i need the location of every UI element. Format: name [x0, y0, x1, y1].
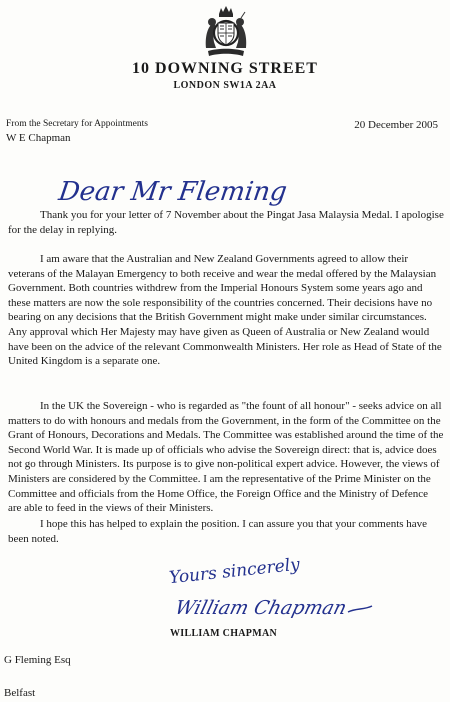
signature	[172, 590, 388, 626]
recipient-city: Belfast	[4, 687, 36, 699]
svg-text:Yours sincerely: Yours sincerely	[168, 554, 301, 589]
recipient-name: G Fleming Esq	[4, 654, 71, 666]
letter-date: 20 December 2005	[354, 119, 438, 131]
body-paragraph-4: I hope this has helped to explain the position. I can assure you that your comments have been noted.	[8, 518, 428, 545]
body-paragraph-1: Thank you for your letter of 7 November about the Pingat Jasa Malaysia Medal. I apologise for the delay in replying.	[8, 209, 444, 236]
address-line-2: LONDON SW1A 2AA	[173, 80, 277, 91]
address-line-1: 10 DOWNING STREET	[132, 60, 318, 77]
body-paragraph-2: I am aware that the Australian and New Zealand Governments agreed to allow their veterans of the Malayan Emergency to both receive and wear the medal offered by the Malaysian Government. Both countries withdrew from the Imperial Honours System some years ago and these matters are now the sole responsibility of the countries concerned. Their decisions have no bearing on any decisions that the British Government might make under similar circumstances. Any approval which Her Majesty may have given as Queen of Australia or New Zealand would have been on the advice of the relevant Commonwealth Ministers. Her role as Head of State of the United Kingdom is a separate one.	[8, 253, 442, 368]
svg-text:William Chapman: William Chapman	[172, 596, 350, 619]
handwritten-salutation	[56, 170, 310, 210]
sender-name: W E Chapman	[6, 132, 71, 144]
from-line: From the Secretary for Appointments	[6, 119, 148, 129]
body-paragraph-3: In the UK the Sovereign - who is regarded as "the fount of all honour" - seeks advice on all matters to do with honours and medals from the Government, in the form of the Committee on the Grant of Honours, Decorations and Medals. The Committee was established around the time of the Second World War. It is made up of officials who advise the Sovereign direct: that is, advice does not go through Ministers. Its purpose is to give non-political expert advice. However, the views of Ministers are considered by the Committee. I am the representative of the Prime Minister on the Committee and officials from the Home Office, the Foreign Office and the Ministry of Defence are able to feed in the views of their Ministers.	[8, 400, 444, 515]
signer-name: WILLIAM CHAPMAN	[170, 628, 277, 639]
royal-coat-of-arms-icon	[203, 4, 249, 60]
svg-text:Dear Mr Fleming: Dear Mr Fleming	[56, 177, 289, 207]
